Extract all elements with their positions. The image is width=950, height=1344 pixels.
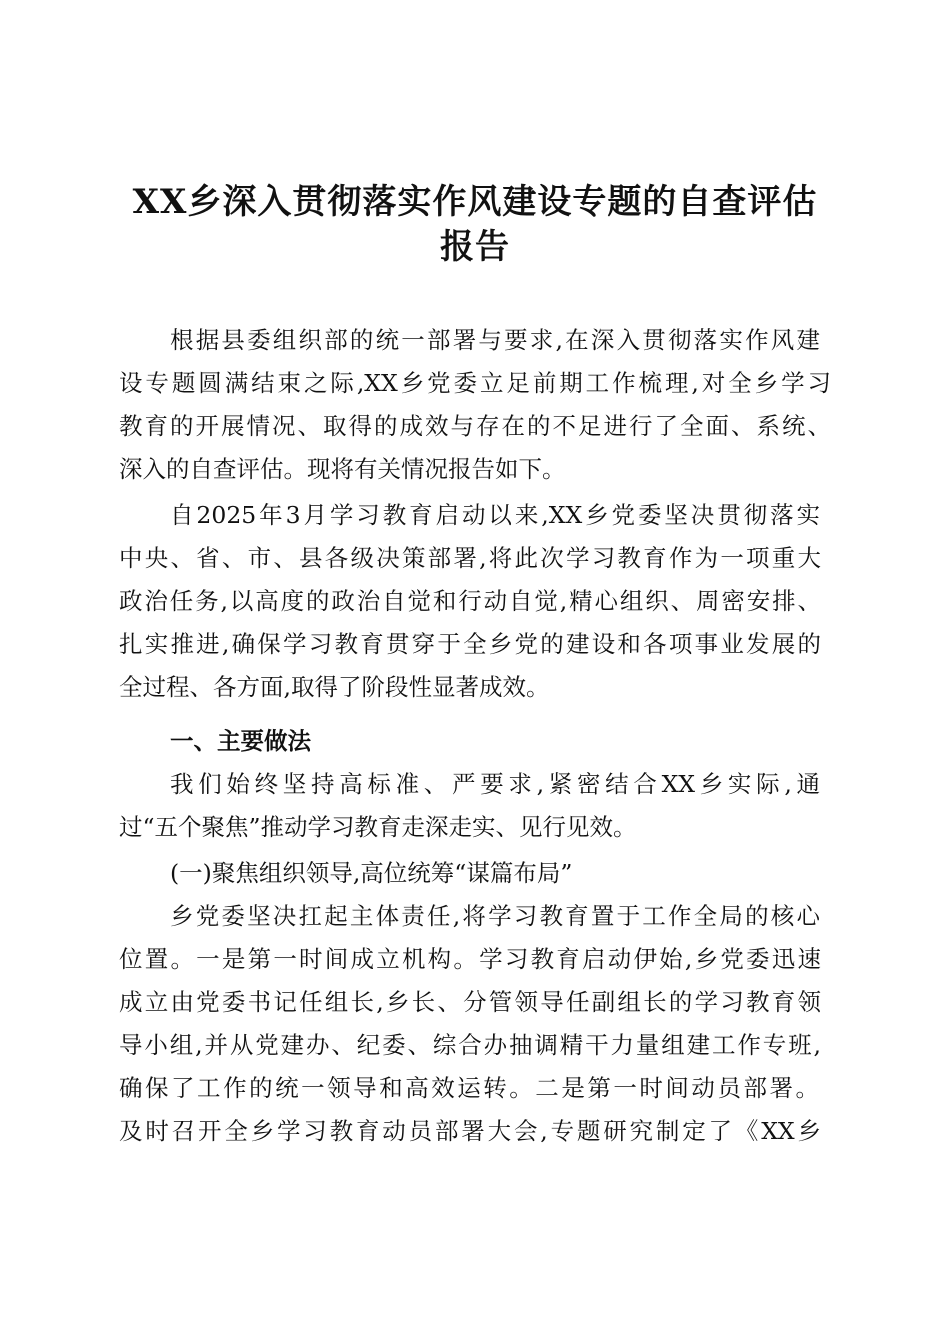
body-line: 根据县委组织部的统一部署与要求,在深入贯彻落实作风建 [170, 326, 820, 354]
body-line: 政治任务,以高度的政治自觉和行动自觉,精心组织、周密安排、 [119, 587, 821, 615]
document-title-continued: 报告 [440, 227, 510, 267]
body-line: 导小组,并从党建办、纪委、综合办抽调精干力量组建工作专班, [119, 1031, 821, 1059]
body-line: 教育的开展情况、取得的成效与存在的不足进行了全面、系统、 [119, 412, 831, 440]
body-line: 设专题圆满结束之际,XX乡党委立足前期工作梳理,对全乡学习 [119, 369, 831, 397]
document-title: XX乡深入贯彻落实作风建设专题的自查评估 [132, 182, 818, 222]
body-line: 确保了工作的统一领导和高效运转。二是第一时间动员部署。 [119, 1074, 819, 1102]
body-line: 中央、省、市、县各级决策部署,将此次学习教育作为一项重大 [119, 544, 821, 572]
body-line: 我们始终坚持高标准、严要求,紧密结合XX乡实际,通 [170, 770, 820, 798]
section-heading: 一、主要做法 [170, 727, 311, 755]
subsection-heading: (一)聚焦组织领导,高位统筹“谋篇布局” [170, 859, 573, 887]
body-line: 位置。一是第一时间成立机构。学习教育启动伊始,乡党委迅速 [119, 945, 821, 973]
body-line: 及时召开全乡学习教育动员部署大会,专题研究制定了《XX乡 [119, 1117, 821, 1145]
body-line: 成立由党委书记任组长,乡长、分管领导任副组长的学习教育领 [119, 988, 821, 1016]
body-line: 过“五个聚焦”推动学习教育走深走实、见行见效。 [119, 813, 637, 841]
body-line: 全过程、各方面,取得了阶段性显著成效。 [119, 673, 550, 701]
body-line: 自2025年3月学习教育启动以来,XX乡党委坚决贯彻落实 [170, 501, 820, 529]
body-line: 扎实推进,确保学习教育贯穿于全乡党的建设和各项事业发展的 [119, 630, 821, 658]
body-line: 深入的自查评估。现将有关情况报告如下。 [119, 455, 566, 483]
body-line: 乡党委坚决扛起主体责任,将学习教育置于工作全局的核心 [170, 902, 820, 930]
